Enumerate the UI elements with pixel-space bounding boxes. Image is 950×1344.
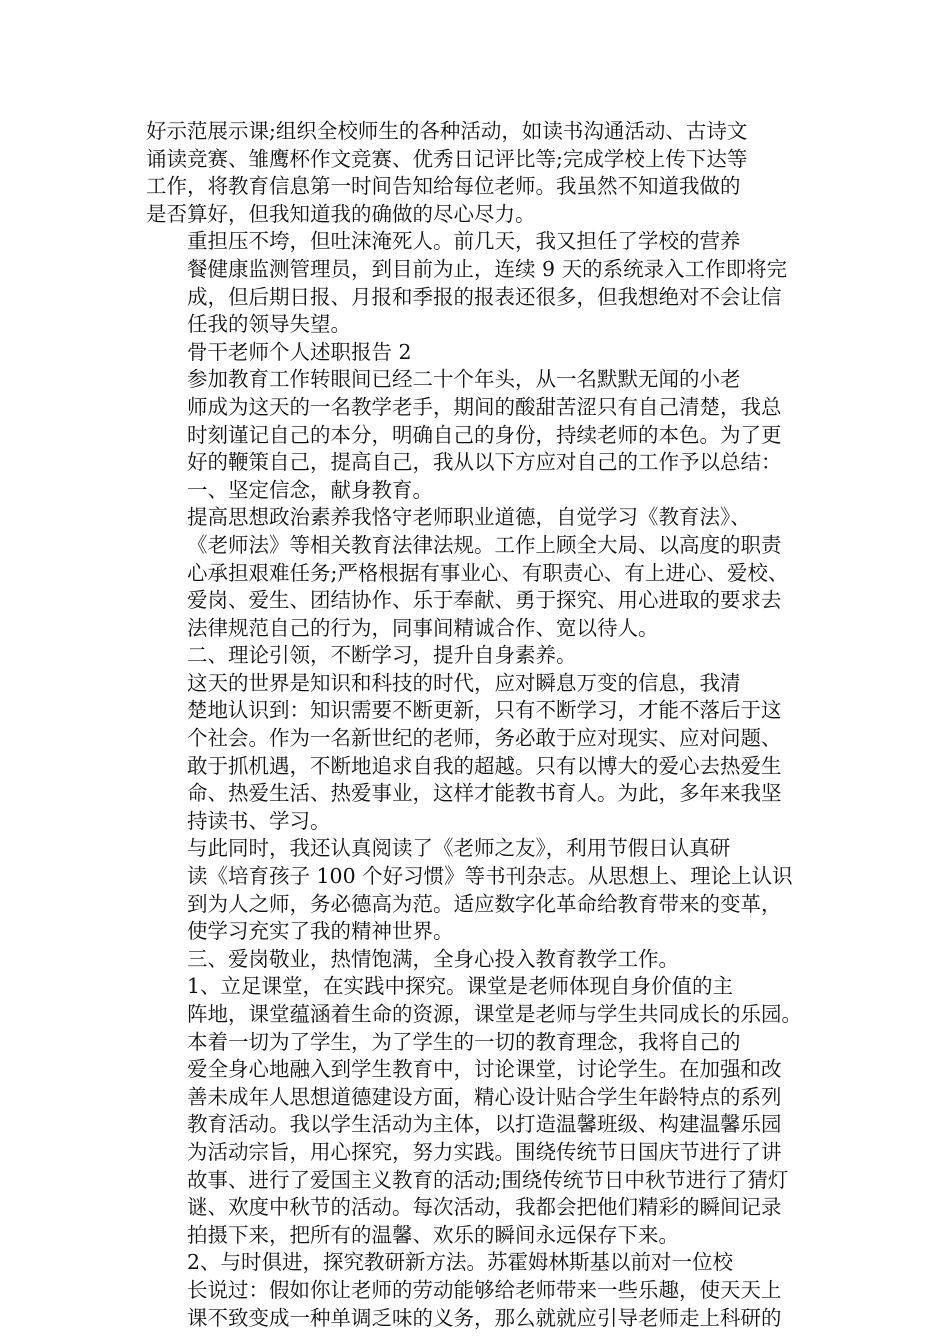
paragraph [146, 366, 814, 476]
paragraph [146, 228, 814, 338]
paragraph [146, 946, 814, 974]
paragraph [146, 1249, 814, 1332]
text-line: 这天的世界是知识和科技的时代，应对瞬息万变的信息，我清 [187, 670, 741, 695]
paragraph [146, 670, 814, 836]
text-line: 一、坚定信念，献身教育。 [187, 477, 433, 502]
text-line: 诵读竞赛、雏鹰杯作文竞赛、优秀日记评比等;完成学校上传下达等 [146, 146, 748, 171]
text-line: 重担压不垮，但吐沫淹死人。前几天，我又担任了学校的营养 [187, 229, 741, 254]
text-line: 心承担艰难任务;严格根据有事业心、有职责心、有上进心、爱校、 [187, 560, 789, 585]
text-line: 谜、欢度中秋节的活动。每次活动，我都会把他们精彩的瞬间记录 [187, 1195, 782, 1220]
text-line: 师成为这天的一名教学老手，期间的酸甜苦涩只有自己清楚，我总 [187, 394, 782, 419]
text-line: 善未成年人思想道德建设方面，精心设计贴合学生年龄特点的系列 [187, 1084, 782, 1109]
paragraph [146, 118, 814, 228]
paragraph [146, 339, 814, 367]
text-line: 参加教育工作转眼间已经二十个年头，从一名默默无闻的小老 [187, 367, 741, 392]
text-line: 爱全身心地融入到学生教育中，讨论课堂，讨论学生。在加强和改 [187, 1057, 782, 1082]
text-line: 成，但后期日报、月报和季报的报表还很多，但我想绝对不会让信 [187, 284, 782, 309]
text-line: 读《培育孩子 100 个好习惯》等书刊杂志。从思想上、理论上认识 [187, 864, 793, 889]
text-line: 拍摄下来，把所有的温馨、欢乐的瞬间永远保存下来。 [187, 1222, 679, 1247]
text-line: 餐健康监测管理员，到目前为止，连续 9 天的系统录入工作即将完 [187, 256, 788, 281]
paragraph [146, 835, 814, 945]
text-line: 工作，将教育信息第一时间告知给每位老师。我虽然不知道我做的 [146, 174, 741, 199]
text-line: 长说过：假如你让老师的劳动能够给老师带来一些乐趣，使天天上 [187, 1277, 782, 1302]
text-line: 课不致变成一种单调乏味的义务，那么就就应引导老师走上科研的 [187, 1305, 782, 1330]
text-line: 敢于抓机遇，不断地追求自我的超越。只有以博大的爱心去热爱生 [187, 753, 782, 778]
text-line: 教育活动。我以学生活动为主体，以打造温馨班级、构建温馨乐园 [187, 1112, 782, 1137]
text-line: 2、与时俱进，探究教研新方法。苏霍姆林斯基以前对一位校 [187, 1250, 734, 1275]
text-line: 时刻谨记自己的本分，明确自己的身份，持续老师的本色。为了更 [187, 422, 782, 447]
text-line: 个社会。作为一名新世纪的老师，务必敢于应对现实、应对问题、 [187, 726, 782, 751]
text-line: 故事、进行了爱国主义教育的活动;围绕传统节日中秋节进行了猜灯 [187, 1167, 789, 1192]
text-line: 楚地认识到：知识需要不断更新，只有不断学习，才能不落后于这 [187, 698, 782, 723]
text-line: 与此同时，我还认真阅读了《老师之友》，利用节假日认真研 [187, 836, 731, 861]
text-line: 好示范展示课;组织全校师生的各种活动，如读书沟通活动、古诗文 [146, 119, 748, 143]
text-line: 爱岗、爱生、团结协作、乐于奉献、勇于探究、用心进取的要求去 [187, 588, 782, 613]
text-line: 为活动宗旨，用心探究，努力实践。围绕传统节日国庆节进行了讲 [187, 1139, 782, 1164]
text-line: 任我的领导失望。 [187, 312, 351, 337]
text-line: 是否算好，但我知道我的确做的尽心尽力。 [146, 201, 536, 226]
text-line: 骨干老师个人述职报告 2 [187, 339, 412, 364]
text-line: 命、热爱生活、热爱事业，这样才能教书育人。为此，多年来我坚 [187, 781, 782, 806]
text-line: 持读书、学习。 [187, 808, 331, 833]
text-line: 提高思想政治素养我恪守老师职业道德，自觉学习《教育法》、 [187, 505, 751, 530]
text-line: 好的鞭策自己，提高自己，我从以下方应对自己的工作予以总结： [187, 450, 782, 475]
paragraph [146, 504, 814, 642]
text-line: 二、理论引领，不断学习，提升自身素养。 [187, 643, 577, 668]
text-line: 阵地，课堂蕴涵着生命的资源，课堂是老师与学生共同成长的乐园。 [187, 1002, 802, 1026]
text-line: 使学习充实了我的精神世界。 [187, 919, 454, 944]
text-line: 法律规范自己的行为，同事间精诚合作、宽以待人。 [187, 615, 659, 640]
text-line: 《老师法》等相关教育法律法规。工作上顾全大局、以高度的职责 [187, 532, 782, 557]
paragraph [146, 1029, 814, 1250]
document-body [146, 118, 814, 1332]
text-line: 三、爱岗敬业，热情饱满，全身心投入教育教学工作。 [187, 946, 679, 971]
text-line: 1、立足课堂，在实践中探究。课堂是老师体现自身价值的主 [187, 974, 734, 999]
text-line: 本着一切为了学生，为了学生的一切的教育理念，我将自己的 [187, 1029, 741, 1054]
paragraph [146, 477, 814, 505]
text-line: 到为人之师，务必德高为范。适应数字化革命给教育带来的变革， [187, 891, 782, 916]
paragraph [146, 642, 814, 670]
paragraph [146, 973, 814, 1028]
